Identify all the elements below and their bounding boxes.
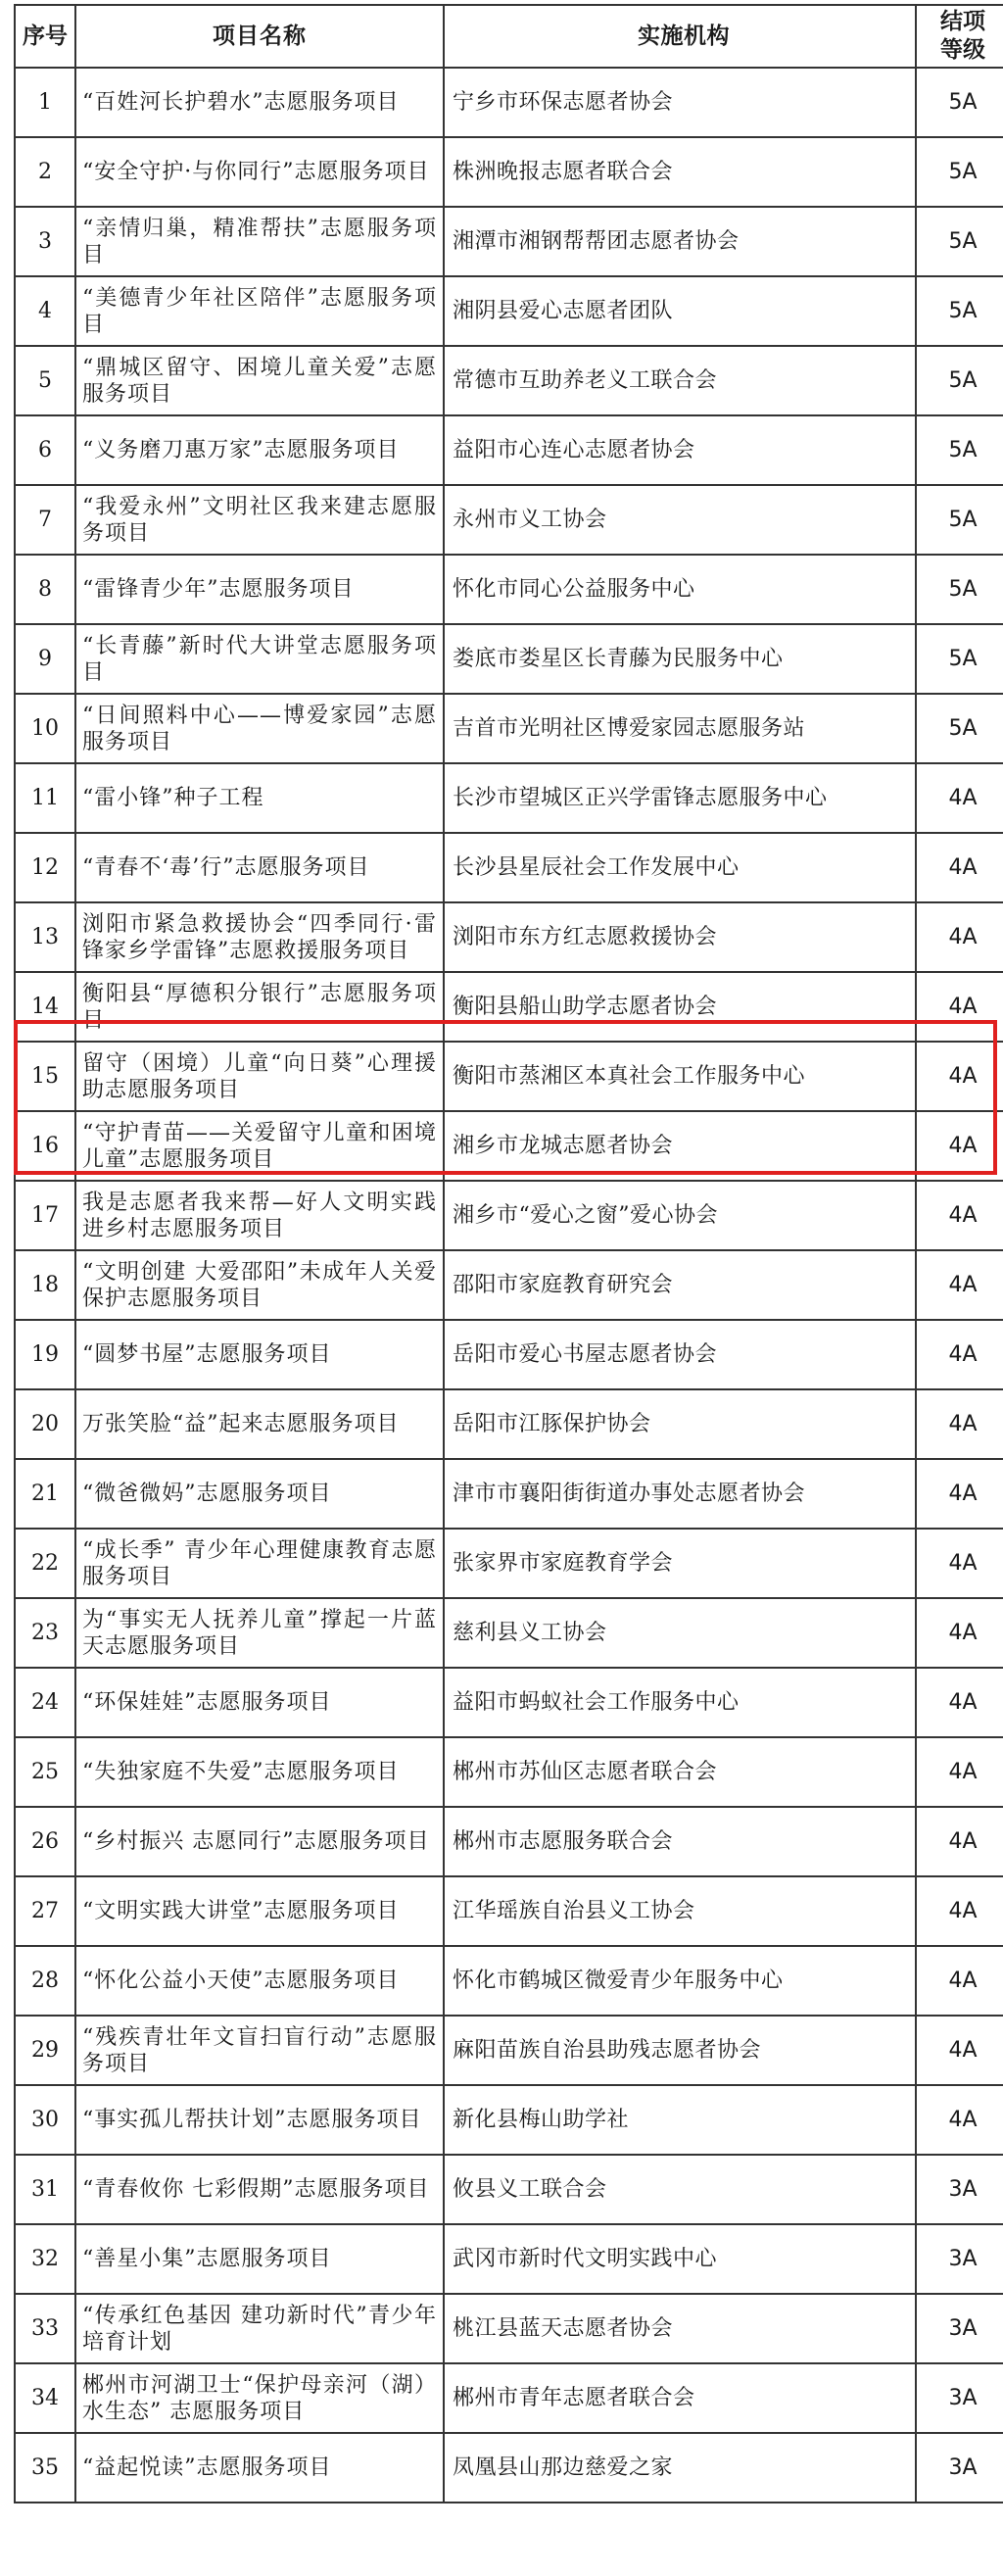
cell-organization: 郴州市苏仙区志愿者联合会 — [444, 1737, 916, 1807]
table-row — [15, 2085, 1003, 2155]
cell-no: 24 — [15, 1668, 75, 1737]
cell-organization: 麻阳苗族自治县助残志愿者协会 — [444, 2016, 916, 2085]
cell-organization: 岳阳市爱心书屋志愿者协会 — [444, 1320, 916, 1389]
cell-no: 26 — [15, 1807, 75, 1876]
cell-grade: 3A — [916, 2155, 1003, 2224]
cell-no: 34 — [15, 2363, 75, 2433]
cell-project-name — [75, 1737, 444, 1807]
project-name-text: “长青藤”新时代大讲堂志愿服务项目 — [82, 633, 437, 685]
cell-project-name — [75, 207, 444, 276]
cell-no: 19 — [15, 1320, 75, 1389]
cell-organization: 长沙市望城区正兴学雷锋志愿服务中心 — [444, 763, 916, 833]
cell-organization: 新化县梅山助学社 — [444, 2085, 916, 2155]
cell-grade: 4A — [916, 1876, 1003, 1946]
cell-grade: 5A — [916, 207, 1003, 276]
cell-no: 27 — [15, 1876, 75, 1946]
cell-project-name — [75, 1668, 444, 1737]
cell-grade: 3A — [916, 2224, 1003, 2294]
table-row — [15, 485, 1003, 555]
cell-grade: 4A — [916, 1389, 1003, 1459]
project-name-text: 为“事实无人抚养儿童”撑起一片蓝天志愿服务项目 — [82, 1607, 437, 1659]
cell-grade: 4A — [916, 2016, 1003, 2085]
project-name-text: “乡村振兴 志愿同行”志愿服务项目 — [82, 1829, 430, 1854]
table-row — [15, 1737, 1003, 1807]
cell-grade: 4A — [916, 1042, 1003, 1111]
cell-organization: 郴州市青年志愿者联合会 — [444, 2363, 916, 2433]
cell-organization: 凤凰县山那边慈爱之家 — [444, 2433, 916, 2503]
cell-project-name — [75, 1876, 444, 1946]
cell-grade: 5A — [916, 346, 1003, 415]
cell-grade: 3A — [916, 2433, 1003, 2503]
cell-project-name — [75, 2155, 444, 2224]
cell-project-name — [75, 1389, 444, 1459]
project-name-text: 留守（困境）儿童“向日葵”心理援助志愿服务项目 — [82, 1050, 437, 1102]
header-organization: 实施机构 — [444, 5, 916, 68]
cell-organization: 邵阳市家庭教育研究会 — [444, 1250, 916, 1320]
cell-no: 4 — [15, 276, 75, 346]
project-name-text: “益起悦读”志愿服务项目 — [82, 2455, 332, 2480]
project-name-text: “文明创建 大爱邵阳”未成年人关爱保护志愿服务项目 — [82, 1259, 437, 1311]
cell-grade: 5A — [916, 68, 1003, 137]
cell-grade: 4A — [916, 1459, 1003, 1529]
table-row — [15, 694, 1003, 763]
cell-no: 32 — [15, 2224, 75, 2294]
table-row — [15, 346, 1003, 415]
cell-organization: 益阳市蚂蚁社会工作服务中心 — [444, 1668, 916, 1737]
cell-organization: 武冈市新时代文明实践中心 — [444, 2224, 916, 2294]
table-row — [15, 902, 1003, 972]
table-row — [15, 1111, 1003, 1181]
header-no: 序号 — [15, 5, 75, 68]
cell-organization: 怀化市同心公益服务中心 — [444, 555, 916, 624]
cell-project-name — [75, 415, 444, 485]
cell-grade: 4A — [916, 1598, 1003, 1668]
cell-organization: 桃江县蓝天志愿者协会 — [444, 2294, 916, 2363]
table-row — [15, 763, 1003, 833]
cell-grade: 4A — [916, 1946, 1003, 2016]
cell-project-name — [75, 694, 444, 763]
table-row — [15, 2433, 1003, 2503]
cell-no: 30 — [15, 2085, 75, 2155]
table-row — [15, 1389, 1003, 1459]
project-name-text: “善星小集”志愿服务项目 — [82, 2247, 332, 2271]
project-name-text: “亲情归巢，精准帮扶”志愿服务项目 — [82, 216, 437, 267]
table-body — [15, 68, 1003, 2503]
cell-organization: 衡阳县船山助学志愿者协会 — [444, 972, 916, 1042]
cell-organization: 娄底市娄星区长青藤为民服务中心 — [444, 624, 916, 694]
project-name-text: 浏阳市紧急救援协会“四季同行·雷锋家乡学雷锋”志愿救援服务项目 — [82, 911, 437, 963]
cell-organization: 湘阴县爱心志愿者团队 — [444, 276, 916, 346]
cell-project-name — [75, 1529, 444, 1598]
project-name-text: 万张笑脸“益”起来志愿服务项目 — [82, 1412, 400, 1436]
table-row — [15, 1459, 1003, 1529]
cell-project-name — [75, 1459, 444, 1529]
cell-grade: 4A — [916, 1737, 1003, 1807]
cell-no: 33 — [15, 2294, 75, 2363]
cell-no: 17 — [15, 1181, 75, 1250]
cell-no: 1 — [15, 68, 75, 137]
cell-grade: 5A — [916, 694, 1003, 763]
cell-organization: 湘潭市湘钢帮帮团志愿者协会 — [444, 207, 916, 276]
cell-project-name — [75, 1250, 444, 1320]
cell-organization: 湘乡市“爱心之窗”爱心协会 — [444, 1181, 916, 1250]
project-name-text: “我爱永州”文明社区我来建志愿服务项目 — [82, 494, 437, 546]
cell-no: 6 — [15, 415, 75, 485]
cell-organization: 株洲晚报志愿者联合会 — [444, 137, 916, 207]
cell-project-name — [75, 1946, 444, 2016]
cell-grade: 3A — [916, 2294, 1003, 2363]
table-row — [15, 68, 1003, 137]
cell-no: 5 — [15, 346, 75, 415]
cell-grade: 4A — [916, 1320, 1003, 1389]
cell-project-name — [75, 555, 444, 624]
cell-no: 7 — [15, 485, 75, 555]
cell-no: 14 — [15, 972, 75, 1042]
table-row — [15, 1320, 1003, 1389]
cell-no: 13 — [15, 902, 75, 972]
cell-project-name — [75, 68, 444, 137]
cell-no: 12 — [15, 833, 75, 902]
project-table — [14, 4, 1003, 2503]
cell-no: 23 — [15, 1598, 75, 1668]
cell-project-name — [75, 346, 444, 415]
cell-no: 18 — [15, 1250, 75, 1320]
cell-no: 11 — [15, 763, 75, 833]
table-row — [15, 555, 1003, 624]
cell-grade: 5A — [916, 415, 1003, 485]
cell-organization: 津市市襄阳街街道办事处志愿者协会 — [444, 1459, 916, 1529]
cell-grade: 4A — [916, 833, 1003, 902]
project-name-text: “失独家庭不失爱”志愿服务项目 — [82, 1760, 400, 1784]
cell-project-name — [75, 833, 444, 902]
table-row — [15, 1668, 1003, 1737]
project-name-text: “残疾青壮年文盲扫盲行动”志愿服务项目 — [82, 2024, 437, 2076]
cell-project-name — [75, 1807, 444, 1876]
cell-organization: 张家界市家庭教育学会 — [444, 1529, 916, 1598]
cell-grade: 4A — [916, 1668, 1003, 1737]
cell-grade: 5A — [916, 555, 1003, 624]
cell-project-name — [75, 624, 444, 694]
cell-organization: 岳阳市江豚保护协会 — [444, 1389, 916, 1459]
cell-project-name — [75, 2363, 444, 2433]
cell-organization: 宁乡市环保志愿者协会 — [444, 68, 916, 137]
cell-no: 20 — [15, 1389, 75, 1459]
cell-organization: 江华瑶族自治县义工协会 — [444, 1876, 916, 1946]
cell-project-name — [75, 763, 444, 833]
project-name-text: “义务磨刀惠万家”志愿服务项目 — [82, 438, 400, 462]
project-name-text: “微爸微妈”志愿服务项目 — [82, 1482, 332, 1506]
project-name-text: “圆梦书屋”志愿服务项目 — [82, 1342, 332, 1367]
cell-grade: 4A — [916, 972, 1003, 1042]
cell-project-name — [75, 137, 444, 207]
table-row — [15, 2155, 1003, 2224]
project-name-text: “成长季” 青少年心理健康教育志愿服务项目 — [82, 1537, 437, 1589]
cell-organization: 浏阳市东方红志愿救援协会 — [444, 902, 916, 972]
cell-project-name — [75, 1042, 444, 1111]
cell-no: 29 — [15, 2016, 75, 2085]
table-row — [15, 1946, 1003, 2016]
project-name-text: “守护青苗——关爱留守儿童和困境儿童”志愿服务项目 — [82, 1120, 437, 1172]
project-name-text: “事实孤儿帮扶计划”志愿服务项目 — [82, 2108, 422, 2132]
table-row — [15, 833, 1003, 902]
cell-no: 9 — [15, 624, 75, 694]
table-row — [15, 2016, 1003, 2085]
cell-no: 16 — [15, 1111, 75, 1181]
table-header-row — [15, 5, 1003, 68]
cell-grade: 4A — [916, 1250, 1003, 1320]
cell-grade: 4A — [916, 1529, 1003, 1598]
cell-no: 10 — [15, 694, 75, 763]
table-row — [15, 1807, 1003, 1876]
cell-no: 2 — [15, 137, 75, 207]
project-name-text: “雷锋青少年”志愿服务项目 — [82, 577, 355, 602]
cell-organization: 永州市义工协会 — [444, 485, 916, 555]
table-row — [15, 2294, 1003, 2363]
cell-project-name — [75, 2224, 444, 2294]
table-row — [15, 137, 1003, 207]
cell-no: 22 — [15, 1529, 75, 1598]
cell-organization: 湘乡市龙城志愿者协会 — [444, 1111, 916, 1181]
cell-grade: 4A — [916, 1181, 1003, 1250]
cell-grade: 4A — [916, 1807, 1003, 1876]
cell-project-name — [75, 485, 444, 555]
project-name-text: “安全守护·与你同行”志愿服务项目 — [82, 160, 430, 184]
project-name-text: “美德青少年社区陪伴”志愿服务项目 — [82, 285, 437, 337]
cell-grade: 5A — [916, 276, 1003, 346]
header-grade — [916, 5, 1003, 68]
table-row — [15, 207, 1003, 276]
cell-organization: 郴州市志愿服务联合会 — [444, 1807, 916, 1876]
table-row — [15, 1042, 1003, 1111]
project-name-text: “百姓河长护碧水”志愿服务项目 — [82, 90, 400, 115]
table-row — [15, 1529, 1003, 1598]
cell-no: 3 — [15, 207, 75, 276]
table-row — [15, 1250, 1003, 1320]
cell-project-name — [75, 902, 444, 972]
header-grade-text: 结项 等级 — [940, 9, 985, 63]
project-name-text: “环保娃娃”志愿服务项目 — [82, 1690, 332, 1715]
table-row — [15, 1598, 1003, 1668]
cell-no: 21 — [15, 1459, 75, 1529]
cell-grade: 3A — [916, 2363, 1003, 2433]
table-row — [15, 1181, 1003, 1250]
cell-grade: 5A — [916, 137, 1003, 207]
cell-no: 25 — [15, 1737, 75, 1807]
cell-no: 35 — [15, 2433, 75, 2503]
project-name-text: “日间照料中心——博爱家园”志愿服务项目 — [82, 703, 437, 754]
cell-project-name — [75, 276, 444, 346]
project-name-text: “青春攸你 七彩假期”志愿服务项目 — [82, 2177, 430, 2202]
cell-grade: 5A — [916, 624, 1003, 694]
table-row — [15, 2363, 1003, 2433]
cell-project-name — [75, 2294, 444, 2363]
cell-organization: 吉首市光明社区博爱家园志愿服务站 — [444, 694, 916, 763]
cell-organization: 常德市互助养老义工联合会 — [444, 346, 916, 415]
cell-organization: 长沙县星辰社会工作发展中心 — [444, 833, 916, 902]
cell-grade: 4A — [916, 902, 1003, 972]
cell-project-name — [75, 2433, 444, 2503]
cell-grade: 4A — [916, 763, 1003, 833]
cell-organization: 攸县义工联合会 — [444, 2155, 916, 2224]
project-name-text: 郴州市河湖卫士“保护母亲河（湖）水生态” 志愿服务项目 — [82, 2372, 437, 2424]
table-row — [15, 276, 1003, 346]
cell-project-name — [75, 2016, 444, 2085]
table-row — [15, 2224, 1003, 2294]
cell-organization: 慈利县义工协会 — [444, 1598, 916, 1668]
cell-project-name — [75, 1181, 444, 1250]
cell-grade: 5A — [916, 485, 1003, 555]
header-project-name: 项目名称 — [75, 5, 444, 68]
cell-grade: 4A — [916, 2085, 1003, 2155]
project-name-text: 衡阳县“厚德积分银行”志愿服务项目 — [82, 981, 437, 1033]
cell-project-name — [75, 1598, 444, 1668]
cell-organization: 衡阳市蒸湘区本真社会工作服务中心 — [444, 1042, 916, 1111]
project-name-text: 我是志愿者我来帮—好人文明实践进乡村志愿服务项目 — [82, 1190, 437, 1241]
cell-project-name — [75, 1320, 444, 1389]
cell-organization: 怀化市鹤城区微爱青少年服务中心 — [444, 1946, 916, 2016]
project-name-text: “青春不‘毒’行”志愿服务项目 — [82, 855, 370, 880]
cell-no: 8 — [15, 555, 75, 624]
cell-project-name — [75, 1111, 444, 1181]
table-row — [15, 624, 1003, 694]
cell-no: 28 — [15, 1946, 75, 2016]
project-name-text: “怀化公益小天使”志愿服务项目 — [82, 1968, 400, 1993]
cell-no: 15 — [15, 1042, 75, 1111]
cell-organization: 益阳市心连心志愿者协会 — [444, 415, 916, 485]
cell-project-name — [75, 2085, 444, 2155]
project-name-text: “传承红色基因 建功新时代”青少年培育计划 — [82, 2303, 437, 2355]
project-name-text: “文明实践大讲堂”志愿服务项目 — [82, 1899, 400, 1923]
cell-grade: 4A — [916, 1111, 1003, 1181]
table-row — [15, 1876, 1003, 1946]
cell-project-name — [75, 972, 444, 1042]
table-row — [15, 415, 1003, 485]
project-name-text: “鼎城区留守、困境儿童关爱”志愿服务项目 — [82, 355, 437, 407]
project-name-text: “雷小锋”种子工程 — [82, 786, 264, 810]
table-row — [15, 972, 1003, 1042]
cell-no: 31 — [15, 2155, 75, 2224]
